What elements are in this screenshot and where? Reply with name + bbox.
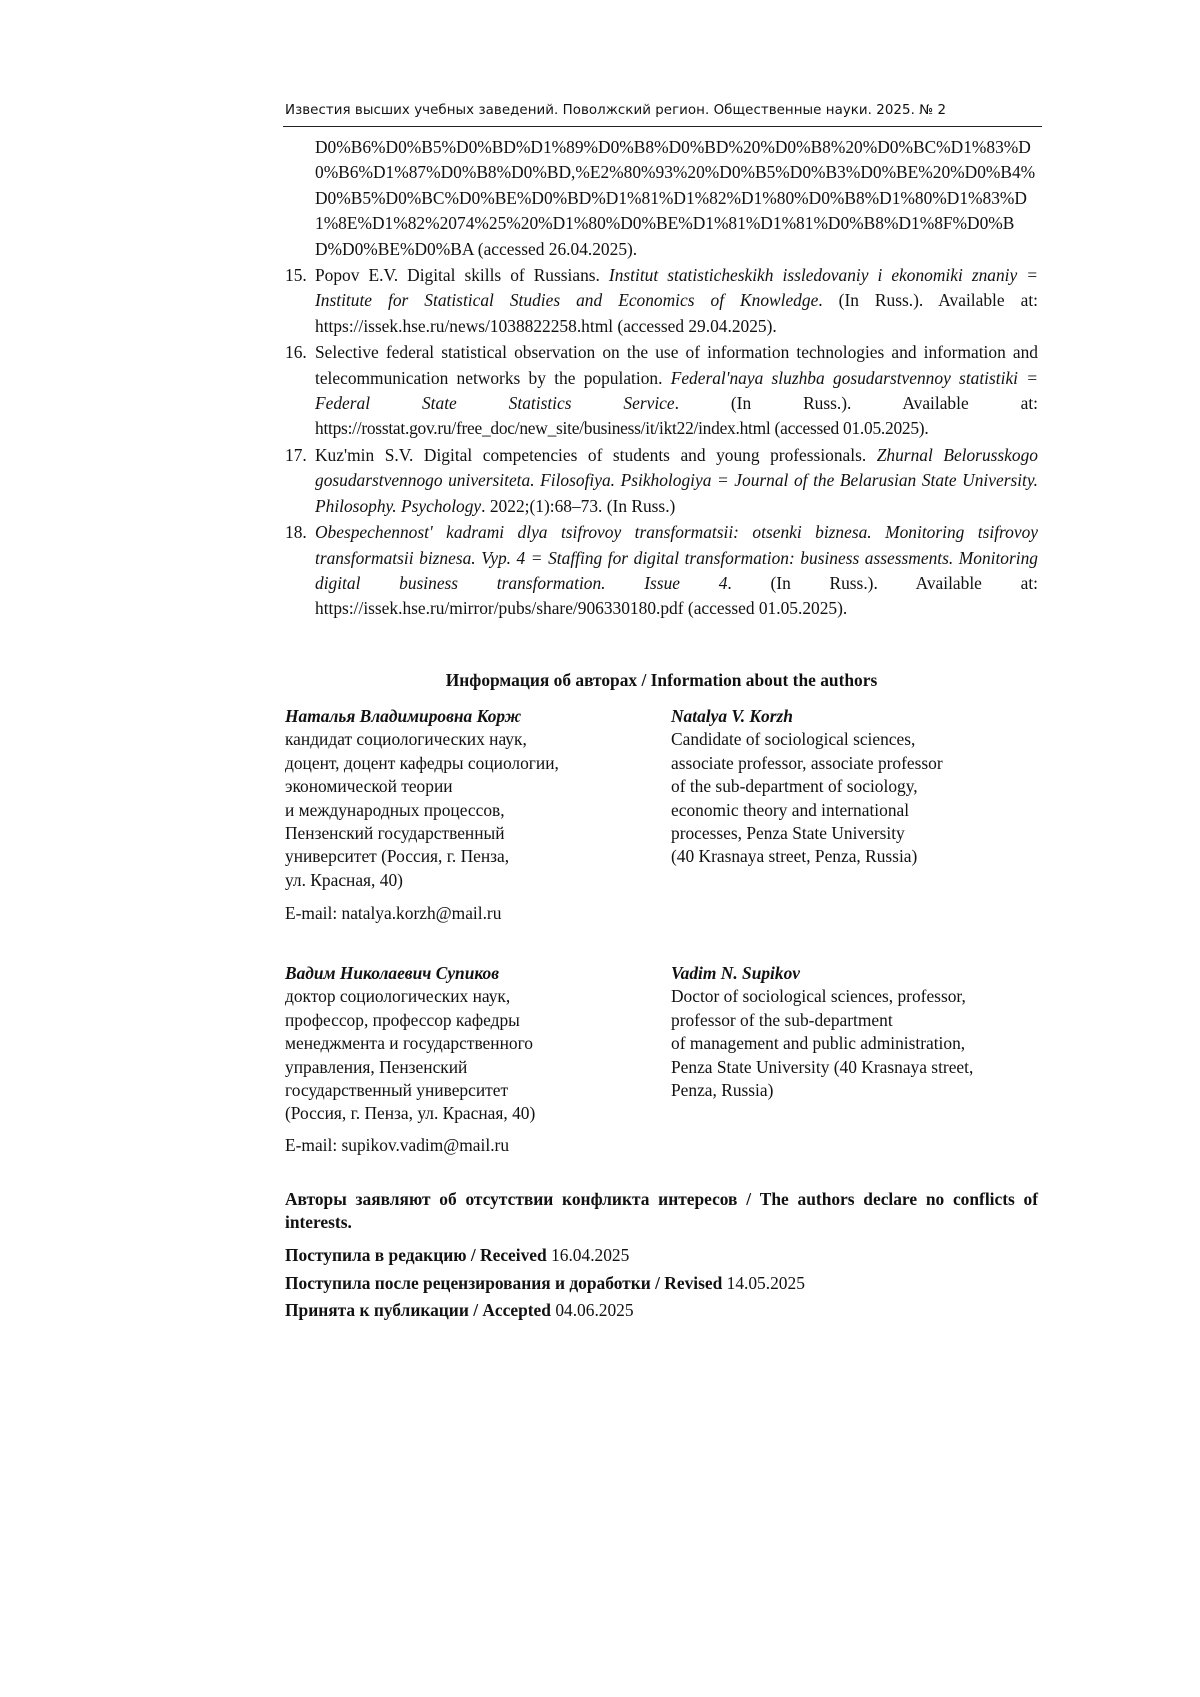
author-1-email: E-mail: natalya.korzh@mail.ru	[285, 903, 502, 923]
author-2-russian	[285, 962, 660, 1126]
accepted-label: Принята к публикации / Accepted	[285, 1300, 551, 1320]
author-2-block	[285, 962, 1045, 1162]
author-1-en-line: (40 Krasnaya street, Penza, Russia)	[671, 846, 918, 867]
author-1-russian	[285, 705, 660, 892]
revised-label: Поступила после рецензирования и доработки / Revised	[285, 1272, 723, 1293]
reference-16-title: Selective federal statistical observation on the use of information technologies and information and telecommunication networks by the population.	[315, 342, 1038, 388]
reference-14-accessed: (accessed 26.04.2025).	[477, 238, 638, 259]
reference-16-number: 16.	[285, 342, 307, 363]
author-1-en-line: economic theory and international	[671, 799, 910, 820]
author-2-en-line: of management and public administration,	[671, 1033, 966, 1054]
reference-15-number: 15.	[285, 265, 307, 286]
reference-16-url: https://rosstat.gov.ru/free_doc/new_site/business/it/ikt22/index.html (accessed 01.05.2025).	[315, 418, 929, 439]
author-2-en-line: professor of the sub-department	[671, 1009, 893, 1030]
author-2-ru-line: (Россия, г. Пенза, ул. Красная, 40)	[285, 1103, 536, 1124]
reference-18-details: . (In Russ.). Available at: https://issek.hse.ru/mirror/pubs/share/906330180.pdf (accessed 01.05.2025).	[315, 572, 1038, 619]
reference-14-url-tail: D0%B6%D0%B5%D0%BD%D1%89%D0%B8%D0%BD%20%D0%B8%20%D0%BC%D1%83%D0%B6%D1%87%D0%B8%D0%BD,%E2%80%93%20%D0%B5%D0%B3%D0%BE%20%D0%B4%D0%B5%D0%BC%D0%BE%D0%BD%D1%81%D1%82%D1%80%D0%B8%D1%80%D1%83%D1%8E%D1%82%2074%25%20%D1%80%D0%BE%D1%81%D1%81%D0%B8%D1%8F%D0%BD%D0%BE%D0%BA	[315, 137, 1036, 259]
received-line	[285, 1242, 1038, 1270]
author-2-name-en: Vadim N. Supikov	[671, 963, 801, 983]
author-1-ru-line: ул. Красная, 40)	[285, 869, 403, 890]
accepted-line	[285, 1297, 1038, 1325]
reference-17-source: Zhurnal Belorusskogo gosudarstvennogo universiteta. Filosofiya. Psikhologiya = Journal of the Belarusian State University. Philosophy. Psychology	[315, 444, 1038, 516]
author-2-ru-line: профессор, профессор кафедры	[285, 1009, 520, 1030]
reference-list	[285, 135, 1038, 623]
author-2-ru-line: управления, Пензенский	[285, 1056, 468, 1077]
reference-16-details: . (In Russ.). Available at:	[674, 393, 1038, 414]
author-1-english	[671, 705, 1051, 869]
revised-line	[285, 1270, 1038, 1298]
author-2-ru-line: государственный университет	[285, 1080, 509, 1101]
author-1-block	[285, 705, 1045, 925]
reference-15-source: Institut statisticheskikh issledovaniy i ekonomiki znaniy = Institute for Statistical Studies and Economics of Knowledge	[315, 265, 1038, 311]
reference-15-details: . (In Russ.). Available at: https://issek.hse.ru/news/1038822258.html (accessed 29.04.2025).	[315, 290, 1038, 336]
author-1-name-ru: Наталья Владимировна Корж	[285, 706, 522, 726]
author-2-name-ru: Вадим Николаевич Супиков	[285, 963, 500, 983]
author-2-en-line: Doctor of sociological sciences, professor,	[671, 986, 966, 1007]
author-1-en-line: of the sub-department of sociology,	[671, 776, 918, 797]
reference-18-number: 18.	[285, 522, 307, 543]
authors-heading: Информация об авторах / Information about the authors	[445, 670, 878, 690]
reference-15-authors-title: Popov E.V. Digital skills of Russians.	[315, 265, 609, 286]
author-1-ru-line: и международных процессов,	[285, 799, 505, 820]
reference-17-details: . 2022;(1):68–73. (In Russ.)	[481, 495, 676, 516]
author-2-ru-line: менеджмента и государственного	[285, 1033, 533, 1054]
author-2-en-line: Penza State University (40 Krasnaya street,	[671, 1056, 974, 1077]
author-1-en-line: associate professor, associate professor	[671, 752, 943, 773]
author-1-en-line: Candidate of sociological sciences,	[671, 729, 916, 750]
article-notes	[285, 1188, 1038, 1325]
author-1-ru-line: экономической теории	[285, 776, 453, 797]
reference-17-number: 17.	[285, 444, 307, 465]
author-2-en-line: Penza, Russia)	[671, 1080, 774, 1101]
reference-17-authors-title: Kuz'min S.V. Digital competencies of students and young professionals.	[315, 444, 877, 465]
accepted-date: 04.06.2025	[555, 1300, 634, 1320]
author-1-en-line: processes, Penza State University	[671, 823, 905, 844]
running-header: Известия высших учебных заведений. Поволжский регион. Общественные науки. 2025. № 2	[285, 103, 947, 118]
reference-14-continuation	[285, 135, 1038, 262]
author-2-ru-line: доктор социологических наук,	[285, 986, 511, 1007]
revised-date: 14.05.2025	[726, 1272, 805, 1293]
header-rule	[283, 126, 1042, 127]
author-1-ru-line: кандидат социологических наук,	[285, 729, 527, 750]
reference-16	[285, 340, 1038, 442]
author-2-english	[671, 962, 1051, 1102]
received-date: 16.04.2025	[551, 1245, 630, 1265]
author-1-name-en: Natalya V. Korzh	[671, 706, 793, 726]
author-1-ru-line: доцент, доцент кафедры социологии,	[285, 752, 559, 773]
received-label: Поступила в редакцию / Received	[285, 1245, 547, 1265]
author-1-ru-line: университет (Россия, г. Пенза,	[285, 846, 510, 867]
reference-16-source: Federal'naya sluzhba gosudarstvennoy statistiki = Federal State Statistics Service	[315, 367, 1038, 414]
reference-17	[285, 443, 1038, 519]
author-1-ru-line: Пензенский государственный	[285, 823, 505, 844]
reference-15	[285, 263, 1038, 339]
reference-18-source: Obespechennost' kadrami dlya tsifrovoy transformatsii: otsenki biznesa. Monitoring tsifrovoy transformatsii biznesa. Vyp. 4 = Staffing for digital transformation: business assessments. Monitoring digital business transformation. Issue 4	[315, 522, 1038, 593]
conflict-statement: Авторы заявляют об отсутствии конфликта интересов / The authors declare no conflicts of interests.	[285, 1189, 1038, 1232]
reference-18	[285, 520, 1038, 622]
author-2-email: E-mail: supikov.vadim@mail.ru	[285, 1135, 510, 1155]
